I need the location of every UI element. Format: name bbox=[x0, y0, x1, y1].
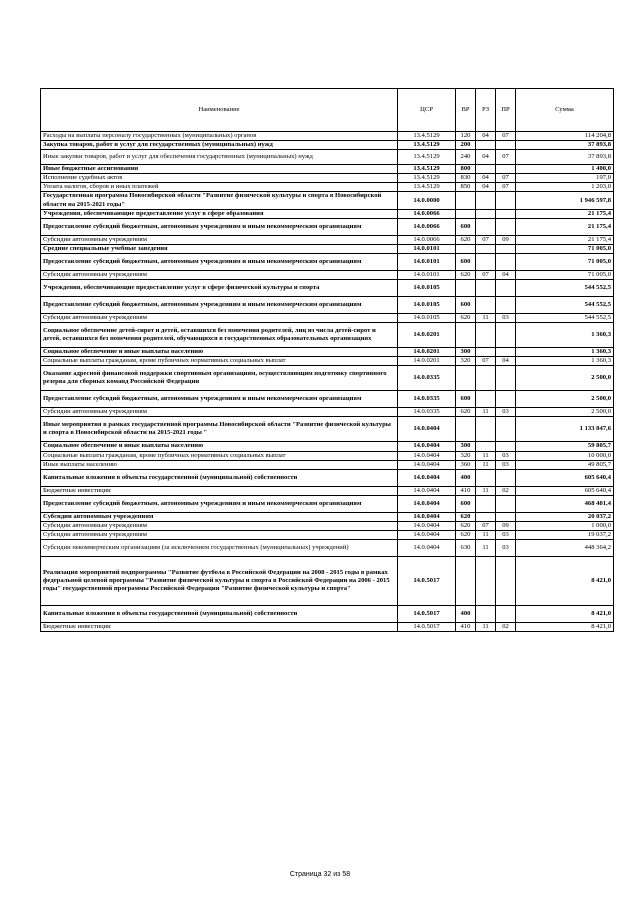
row-name: Исполнение судебных актов bbox=[41, 174, 398, 183]
row-vr: 320 bbox=[456, 357, 476, 366]
row-rz: 11 bbox=[476, 530, 496, 539]
row-sum: 1 360,3 bbox=[516, 357, 614, 366]
row-pr: 02 bbox=[496, 623, 516, 632]
row-name: Оказание адресной финансовой поддержки спортивным организациям, осуществляющим подготовку спортивного резерва для сборных команд Российской Федерации bbox=[41, 366, 398, 391]
row-sum: 8 421,0 bbox=[516, 606, 614, 623]
table-row bbox=[41, 623, 614, 632]
row-csr: 14.0.0000 bbox=[398, 192, 456, 209]
row-vr: 620 bbox=[456, 530, 476, 539]
row-rz: 04 bbox=[476, 183, 496, 192]
row-pr: 03 bbox=[496, 451, 516, 460]
row-vr: 830 bbox=[456, 174, 476, 183]
table-row bbox=[41, 495, 614, 512]
table-row bbox=[41, 417, 614, 442]
row-vr bbox=[456, 209, 476, 218]
row-name: Бюджетные инвестиции bbox=[41, 486, 398, 495]
row-csr: 14.0.0101 bbox=[398, 270, 456, 279]
table-row bbox=[41, 209, 614, 218]
row-sum: 468 401,4 bbox=[516, 495, 614, 512]
row-csr: 13.4.5129 bbox=[398, 183, 456, 192]
table-row bbox=[41, 165, 614, 174]
table-row bbox=[41, 357, 614, 366]
row-pr bbox=[496, 366, 516, 391]
row-name: Средние специальные учебные заведения bbox=[41, 244, 398, 253]
row-sum: 544 552,5 bbox=[516, 314, 614, 323]
row-csr: 14.0.5017 bbox=[398, 623, 456, 632]
row-csr: 14.0.0404 bbox=[398, 417, 456, 442]
table-row bbox=[41, 391, 614, 408]
table-row bbox=[41, 557, 614, 606]
row-name: Субсидии автономным учреждениям bbox=[41, 235, 398, 244]
table-row bbox=[41, 270, 614, 279]
row-rz: 04 bbox=[476, 150, 496, 165]
row-vr: 620 bbox=[456, 270, 476, 279]
row-vr: 320 bbox=[456, 451, 476, 460]
row-sum: 2 500,0 bbox=[516, 366, 614, 391]
row-csr: 14.0.0404 bbox=[398, 469, 456, 486]
row-name: Субсидии автономным учреждениям bbox=[41, 270, 398, 279]
row-pr: 07 bbox=[496, 183, 516, 192]
row-csr: 13.4.5129 bbox=[398, 150, 456, 165]
row-csr: 14.0.0404 bbox=[398, 442, 456, 451]
row-name: Капитальные вложения в объекты государственной (муниципальной) собственности bbox=[41, 469, 398, 486]
row-rz bbox=[476, 209, 496, 218]
header-name: Наименование bbox=[41, 89, 398, 132]
row-pr: 09 bbox=[496, 521, 516, 530]
row-csr: 13.4.5129 bbox=[398, 174, 456, 183]
row-sum: 1 203,0 bbox=[516, 183, 614, 192]
row-sum: 2 500,0 bbox=[516, 408, 614, 417]
table-row bbox=[41, 314, 614, 323]
row-vr: 850 bbox=[456, 183, 476, 192]
row-pr: 03 bbox=[496, 314, 516, 323]
row-name: Учреждения, обеспечивающие предоставление услуг в сфере физической культуры и спорта bbox=[41, 280, 398, 297]
table-row bbox=[41, 460, 614, 469]
row-vr: 410 bbox=[456, 486, 476, 495]
row-rz bbox=[476, 606, 496, 623]
row-csr: 14.0.0404 bbox=[398, 486, 456, 495]
row-rz bbox=[476, 244, 496, 253]
row-pr: 02 bbox=[496, 486, 516, 495]
header-csr: ЦСР bbox=[398, 89, 456, 132]
row-sum: 1 133 847,6 bbox=[516, 417, 614, 442]
row-pr: 04 bbox=[496, 357, 516, 366]
row-csr: 14.0.0066 bbox=[398, 218, 456, 235]
row-vr: 120 bbox=[456, 132, 476, 141]
table-row bbox=[41, 366, 614, 391]
header-sum: Сумма bbox=[516, 89, 614, 132]
row-name: Социальное обеспечение и иные выплаты населению bbox=[41, 348, 398, 357]
row-csr: 14.0.0335 bbox=[398, 391, 456, 408]
row-vr: 630 bbox=[456, 540, 476, 557]
table-row bbox=[41, 348, 614, 357]
row-pr bbox=[496, 348, 516, 357]
row-csr: 14.0.0404 bbox=[398, 540, 456, 557]
row-vr: 620 bbox=[456, 314, 476, 323]
row-vr: 300 bbox=[456, 442, 476, 451]
row-rz bbox=[476, 348, 496, 357]
row-csr: 14.0.0105 bbox=[398, 280, 456, 297]
budget-table bbox=[40, 88, 614, 632]
row-csr: 14.0.0066 bbox=[398, 209, 456, 218]
row-vr: 600 bbox=[456, 391, 476, 408]
row-rz bbox=[476, 218, 496, 235]
row-rz: 11 bbox=[476, 408, 496, 417]
row-sum: 71 005,0 bbox=[516, 244, 614, 253]
table-row bbox=[41, 442, 614, 451]
row-pr bbox=[496, 442, 516, 451]
table-row bbox=[41, 183, 614, 192]
table-row bbox=[41, 253, 614, 270]
row-csr: 14.0.0404 bbox=[398, 521, 456, 530]
row-sum: 37 893,8 bbox=[516, 141, 614, 150]
row-pr: 03 bbox=[496, 460, 516, 469]
row-vr bbox=[456, 417, 476, 442]
row-name: Предоставление субсидий бюджетным, автономным учреждениям и иным некоммерческим организациям bbox=[41, 391, 398, 408]
header-rz: РЗ bbox=[476, 89, 496, 132]
row-rz bbox=[476, 469, 496, 486]
row-name: Иные закупки товаров, работ и услуг для обеспечения государственных (муниципальных) нужд bbox=[41, 150, 398, 165]
row-sum: 37 893,8 bbox=[516, 150, 614, 165]
row-name: Капитальные вложения в объекты государственной (муниципальной) собственности bbox=[41, 606, 398, 623]
row-csr: 14.0.5017 bbox=[398, 606, 456, 623]
row-rz bbox=[476, 391, 496, 408]
row-rz bbox=[476, 366, 496, 391]
row-name: Социальные выплаты гражданам, кроме публичных нормативных социальных выплат bbox=[41, 357, 398, 366]
row-sum: 8 421,0 bbox=[516, 623, 614, 632]
row-name: Субсидии автономным учреждениям bbox=[41, 408, 398, 417]
row-sum: 448 364,2 bbox=[516, 540, 614, 557]
row-name: Закупка товаров, работ и услуг для государственных (муниципальных) нужд bbox=[41, 141, 398, 150]
row-csr: 14.0.0201 bbox=[398, 323, 456, 348]
table-row bbox=[41, 323, 614, 348]
row-vr: 410 bbox=[456, 623, 476, 632]
row-csr: 14.0.5017 bbox=[398, 557, 456, 606]
row-pr: 03 bbox=[496, 540, 516, 557]
row-sum: 71 005,0 bbox=[516, 270, 614, 279]
row-sum: 49 805,7 bbox=[516, 460, 614, 469]
row-sum: 10 000,0 bbox=[516, 451, 614, 460]
row-vr: 600 bbox=[456, 253, 476, 270]
row-name: Учреждения, обеспечивающие предоставление услуг в сфере образования bbox=[41, 209, 398, 218]
row-pr: 03 bbox=[496, 530, 516, 539]
row-rz bbox=[476, 442, 496, 451]
row-rz: 04 bbox=[476, 132, 496, 141]
row-rz bbox=[476, 192, 496, 209]
table-row bbox=[41, 218, 614, 235]
row-csr: 14.0.0201 bbox=[398, 348, 456, 357]
row-name: Иные бюджетные ассигнования bbox=[41, 165, 398, 174]
row-vr: 400 bbox=[456, 469, 476, 486]
row-pr: 09 bbox=[496, 235, 516, 244]
row-sum: 2 500,0 bbox=[516, 391, 614, 408]
row-rz: 11 bbox=[476, 314, 496, 323]
table-row bbox=[41, 150, 614, 165]
row-pr: 07 bbox=[496, 174, 516, 183]
table-body bbox=[41, 132, 614, 632]
row-name: Иные мероприятия в рамках государственной программы Новосибирской области "Развитие физической культуры и спорта в Новосибирской области на 2015-2021 годы " bbox=[41, 417, 398, 442]
row-rz: 11 bbox=[476, 623, 496, 632]
row-csr: 14.0.0066 bbox=[398, 235, 456, 244]
table-header-row bbox=[41, 89, 614, 132]
row-sum: 1 400,0 bbox=[516, 165, 614, 174]
row-vr: 300 bbox=[456, 348, 476, 357]
row-pr: 04 bbox=[496, 270, 516, 279]
row-rz bbox=[476, 495, 496, 512]
table-row bbox=[41, 280, 614, 297]
row-csr: 14.0.0105 bbox=[398, 297, 456, 314]
table-row bbox=[41, 297, 614, 314]
row-csr: 14.0.0335 bbox=[398, 408, 456, 417]
row-vr bbox=[456, 557, 476, 606]
row-vr: 600 bbox=[456, 495, 476, 512]
row-csr: 14.0.0201 bbox=[398, 357, 456, 366]
row-vr: 600 bbox=[456, 297, 476, 314]
row-name: Предоставление субсидий бюджетным, автономным учреждениям и иным некоммерческим организациям bbox=[41, 218, 398, 235]
row-sum: 544 552,5 bbox=[516, 280, 614, 297]
row-csr: 14.0.0404 bbox=[398, 530, 456, 539]
row-sum: 544 552,5 bbox=[516, 297, 614, 314]
row-rz bbox=[476, 280, 496, 297]
table-row bbox=[41, 469, 614, 486]
row-rz bbox=[476, 141, 496, 150]
row-vr: 360 bbox=[456, 460, 476, 469]
row-sum: 71 005,0 bbox=[516, 253, 614, 270]
row-vr bbox=[456, 192, 476, 209]
row-sum: 1 000,0 bbox=[516, 521, 614, 530]
row-pr bbox=[496, 606, 516, 623]
row-name: Уплата налогов, сборов и иных платежей bbox=[41, 183, 398, 192]
row-name: Предоставление субсидий бюджетным, автономным учреждениям и иным некоммерческим организациям bbox=[41, 253, 398, 270]
table-row bbox=[41, 530, 614, 539]
table-row bbox=[41, 235, 614, 244]
row-csr: 14.0.0404 bbox=[398, 512, 456, 521]
row-sum: 605 640,4 bbox=[516, 486, 614, 495]
row-vr bbox=[456, 244, 476, 253]
table-row bbox=[41, 521, 614, 530]
header-vr: ВР bbox=[456, 89, 476, 132]
row-sum: 21 175,4 bbox=[516, 209, 614, 218]
row-rz bbox=[476, 557, 496, 606]
row-pr bbox=[496, 165, 516, 174]
row-pr bbox=[496, 141, 516, 150]
row-name: Реализация мероприятий подпрограммы "Развитие футбола в Российской Федерации на 2008 - 2015 годы в рамках федеральной целевой программы "Развитие физической культуры и спорта в Российской Федерации на 2006 - 2015 годы" государственной программы Российской Федерации "Развитие физической культуры и спорта" bbox=[41, 557, 398, 606]
row-vr bbox=[456, 280, 476, 297]
row-pr bbox=[496, 495, 516, 512]
row-sum: 20 037,2 bbox=[516, 512, 614, 521]
row-sum: 8 421,0 bbox=[516, 557, 614, 606]
row-sum: 114 204,8 bbox=[516, 132, 614, 141]
row-pr bbox=[496, 253, 516, 270]
row-name: Субсидии некоммерческим организациям (за исключением государственных (муниципальных) учреждений) bbox=[41, 540, 398, 557]
row-csr: 14.0.0404 bbox=[398, 451, 456, 460]
row-sum: 605 640,4 bbox=[516, 469, 614, 486]
row-rz: 07 bbox=[476, 521, 496, 530]
row-rz: 07 bbox=[476, 270, 496, 279]
row-sum: 1 946 597,8 bbox=[516, 192, 614, 209]
row-name: Предоставление субсидий бюджетным, автономным учреждениям и иным некоммерческим организациям bbox=[41, 495, 398, 512]
row-sum: 21 175,4 bbox=[516, 235, 614, 244]
row-csr: 14.0.0404 bbox=[398, 495, 456, 512]
row-csr: 13.4.5129 bbox=[398, 141, 456, 150]
row-rz bbox=[476, 253, 496, 270]
row-sum: 197,0 bbox=[516, 174, 614, 183]
table-row bbox=[41, 244, 614, 253]
row-pr bbox=[496, 557, 516, 606]
row-csr: 14.0.0101 bbox=[398, 253, 456, 270]
table-row bbox=[41, 192, 614, 209]
row-pr: 07 bbox=[496, 132, 516, 141]
row-sum: 19 037,2 bbox=[516, 530, 614, 539]
row-rz bbox=[476, 165, 496, 174]
row-rz: 04 bbox=[476, 174, 496, 183]
row-rz: 11 bbox=[476, 460, 496, 469]
row-rz: 11 bbox=[476, 540, 496, 557]
row-name: Бюджетные инвестиции bbox=[41, 623, 398, 632]
row-name: Государственная программа Новосибирской области "Развитие физической культуры и спорта в Новосибирской области на 2015-2021 годы" bbox=[41, 192, 398, 209]
row-pr bbox=[496, 417, 516, 442]
row-name: Расходы на выплаты персоналу государственных (муниципальных) органов bbox=[41, 132, 398, 141]
table-row bbox=[41, 451, 614, 460]
row-sum: 1 360,3 bbox=[516, 348, 614, 357]
row-rz bbox=[476, 417, 496, 442]
row-vr bbox=[456, 366, 476, 391]
row-vr: 200 bbox=[456, 141, 476, 150]
row-csr: 13.4.5129 bbox=[398, 132, 456, 141]
row-vr: 400 bbox=[456, 606, 476, 623]
row-csr: 14.0.0335 bbox=[398, 366, 456, 391]
table-row bbox=[41, 540, 614, 557]
row-csr: 13.4.5129 bbox=[398, 165, 456, 174]
row-sum: 59 805,7 bbox=[516, 442, 614, 451]
row-name: Предоставление субсидий бюджетным, автономным учреждениям и иным некоммерческим организациям bbox=[41, 297, 398, 314]
row-pr bbox=[496, 297, 516, 314]
table-row bbox=[41, 408, 614, 417]
row-vr: 620 bbox=[456, 512, 476, 521]
row-pr: 03 bbox=[496, 408, 516, 417]
row-csr: 14.0.0105 bbox=[398, 314, 456, 323]
row-vr: 620 bbox=[456, 235, 476, 244]
row-sum: 1 360,3 bbox=[516, 323, 614, 348]
row-name: Субсидии автономным учреждениям bbox=[41, 512, 398, 521]
row-rz: 11 bbox=[476, 486, 496, 495]
row-name: Иные выплаты населению bbox=[41, 460, 398, 469]
table-row bbox=[41, 132, 614, 141]
row-vr: 620 bbox=[456, 408, 476, 417]
table-row bbox=[41, 141, 614, 150]
row-pr bbox=[496, 280, 516, 297]
page-number: Страница 32 из 58 bbox=[289, 871, 351, 878]
row-pr bbox=[496, 391, 516, 408]
row-rz bbox=[476, 323, 496, 348]
row-pr bbox=[496, 323, 516, 348]
row-name: Субсидии автономным учреждениям bbox=[41, 314, 398, 323]
row-rz bbox=[476, 512, 496, 521]
row-rz: 11 bbox=[476, 451, 496, 460]
table-row bbox=[41, 174, 614, 183]
row-sum: 21 175,4 bbox=[516, 218, 614, 235]
row-name: Субсидии автономным учреждениям bbox=[41, 521, 398, 530]
row-pr bbox=[496, 192, 516, 209]
row-vr bbox=[456, 323, 476, 348]
row-vr: 800 bbox=[456, 165, 476, 174]
table-row bbox=[41, 512, 614, 521]
row-csr: 14.0.0404 bbox=[398, 460, 456, 469]
row-name: Субсидии автономным учреждениям bbox=[41, 530, 398, 539]
row-rz bbox=[476, 297, 496, 314]
row-name: Социальные выплаты гражданам, кроме публичных нормативных социальных выплат bbox=[41, 451, 398, 460]
row-vr: 600 bbox=[456, 218, 476, 235]
row-vr: 620 bbox=[456, 521, 476, 530]
row-pr bbox=[496, 512, 516, 521]
row-csr: 14.0.0101 bbox=[398, 244, 456, 253]
row-pr bbox=[496, 218, 516, 235]
row-name: Социальное обеспечение и иные выплаты населению bbox=[41, 442, 398, 451]
row-rz: 07 bbox=[476, 235, 496, 244]
row-rz: 07 bbox=[476, 357, 496, 366]
row-pr bbox=[496, 469, 516, 486]
table-row bbox=[41, 606, 614, 623]
table-row bbox=[41, 486, 614, 495]
header-pr: ПР bbox=[496, 89, 516, 132]
row-pr: 07 bbox=[496, 150, 516, 165]
row-pr bbox=[496, 244, 516, 253]
row-pr bbox=[496, 209, 516, 218]
row-name: Социальное обеспечение детей-сирот и детей, оставшихся без попечения родителей, лиц из числа детей-сирот и детей, оставшихся без попечения родителей, обучающихся в государственных образовательных организациях bbox=[41, 323, 398, 348]
row-vr: 240 bbox=[456, 150, 476, 165]
